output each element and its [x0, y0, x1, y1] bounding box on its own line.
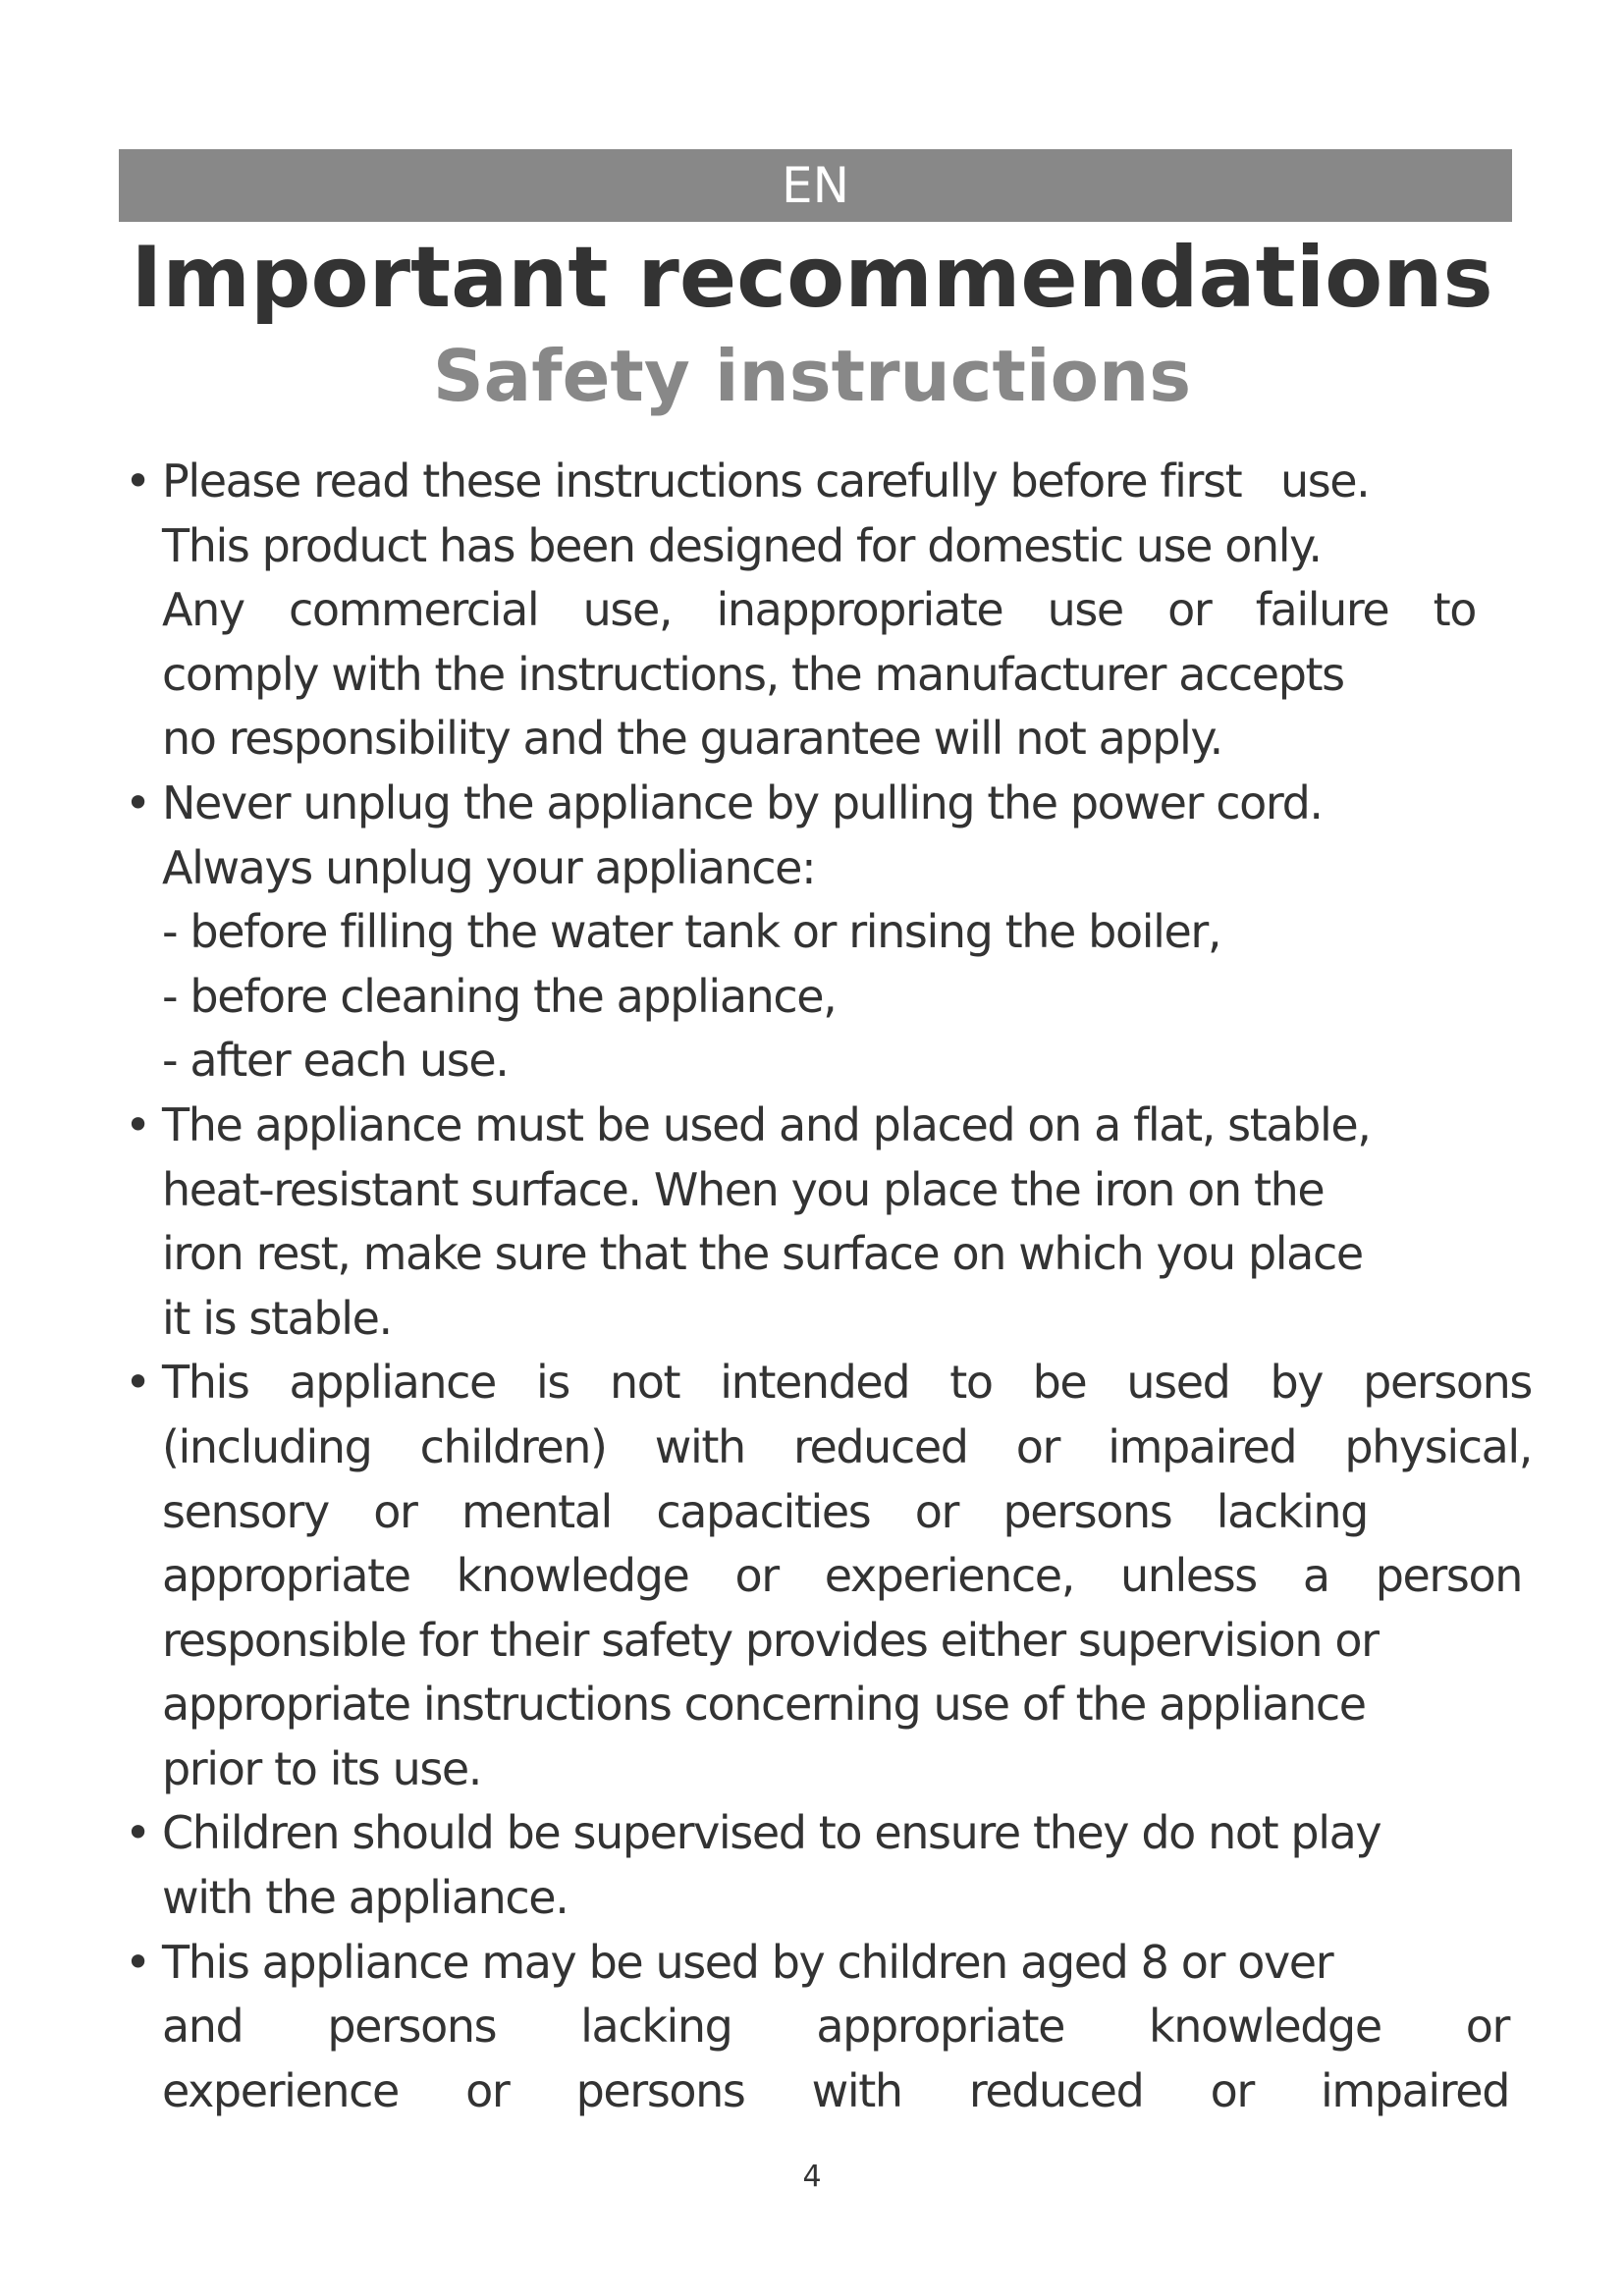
sub-item: - after each use.: [162, 1034, 509, 1088]
item-line: This appliance is not intended to be used by persons: [162, 1356, 1532, 1410]
item-line: comply with the instructions, the manufacturer accepts: [162, 647, 1344, 701]
item-line: Children should be supervised to ensure they do not play: [162, 1806, 1381, 1860]
item-line: and persons lacking appropriate knowledge or: [162, 2000, 1509, 2054]
item-line: appropriate instructions concerning use of the appliance: [162, 1678, 1366, 1732]
sub-item: - before cleaning the appliance,: [162, 969, 837, 1023]
item-line: Never unplug the appliance by pulling the power cord.: [162, 775, 1323, 829]
item-line: responsible for their safety provides either supervision or: [162, 1613, 1379, 1667]
item-line: it is stable.: [162, 1291, 392, 1345]
item-line: Always unplug your appliance:: [162, 840, 816, 894]
item-line: Please read these instructions carefully before first use.: [162, 454, 1370, 507]
list-item: [113, 1351, 1532, 1801]
sub-item: - before filling the water tank or rinsing the boiler,: [162, 905, 1221, 959]
instruction-list: [113, 450, 1532, 2123]
list-item: [113, 1801, 1532, 1930]
item-line: This appliance may be used by children aged 8 or over: [162, 1935, 1333, 1989]
section-subtitle: Safety instructions: [432, 335, 1192, 417]
item-line: appropriate knowledge or experience, unless a person: [162, 1549, 1522, 1603]
item-line: experience or persons with reduced or impaired: [162, 2063, 1509, 2117]
bullet-icon: •: [125, 1356, 150, 1410]
item-line: Any commercial use, inappropriate use or failure to: [162, 583, 1476, 637]
list-item: [113, 1094, 1532, 1351]
item-line: (including children) with reduced or impaired physical,: [162, 1419, 1532, 1473]
item-line: with the appliance.: [162, 1871, 568, 1925]
list-item: [113, 772, 1532, 1094]
language-label: EN: [782, 157, 849, 214]
bullet-icon: •: [125, 1806, 150, 1860]
item-line: prior to its use.: [162, 1741, 482, 1795]
bullet-icon: •: [125, 454, 150, 507]
bullet-icon: •: [125, 1097, 150, 1151]
bullet-icon: •: [125, 775, 150, 829]
item-line: no responsibility and the guarantee will not apply.: [162, 712, 1222, 766]
item-line: heat-resistant surface. When you place the iron on the: [162, 1162, 1325, 1216]
list-item: [113, 1931, 1532, 2124]
item-line: iron rest, make sure that the surface on which you place: [162, 1227, 1363, 1281]
item-line: This product has been designed for domestic use only.: [162, 518, 1322, 572]
bullet-icon: •: [125, 1935, 150, 1989]
page-number: 4: [802, 2160, 822, 2194]
language-bar: [119, 149, 1512, 222]
list-item: [113, 450, 1532, 772]
item-line: sensory or mental capacities or persons lacking: [162, 1484, 1368, 1538]
page-title: Important recommendations: [131, 229, 1493, 327]
item-line: The appliance must be used and placed on a flat, stable,: [162, 1097, 1371, 1151]
